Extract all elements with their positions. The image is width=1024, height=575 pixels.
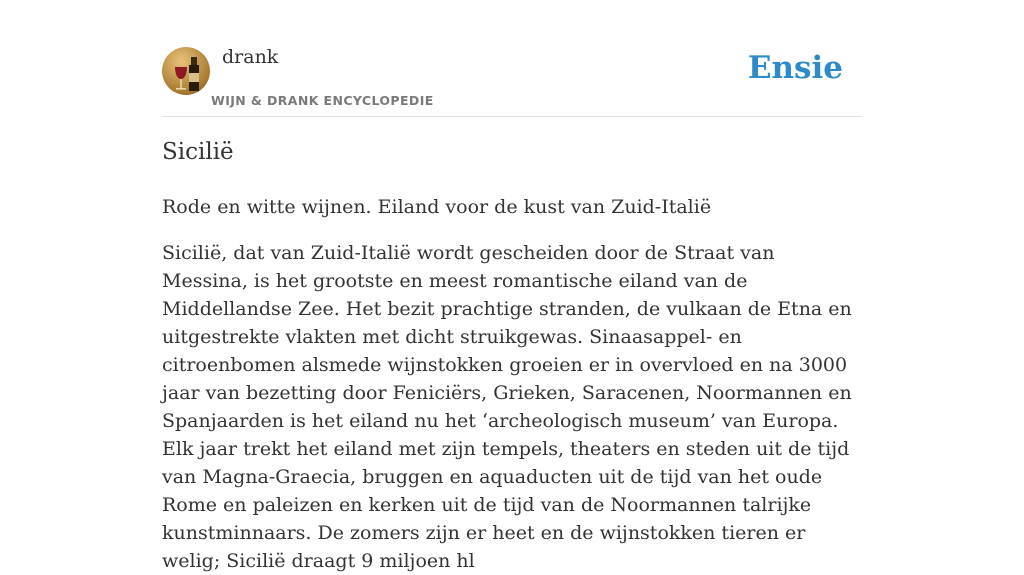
- article-body: Sicilië, dat van Zuid-Italië wordt gescheiden door de Straat van Messina, is het grootste en meest romantische eiland van de Middellandse Zee. Het bezit prachtige stranden, de vulkaan de Etna en uitgestrekte vlakten met dicht struikgewas. Sinaasappel- en citroenbomen alsmede wijnstokken groeien er in overvloed en na 3000 jaar van bezetting door Feniciërs, Grieken, Saracenen, Noormannen en Spanjaarden is het eiland nu het ‘archeologisch museum’ van Europa. Elk jaar trekt het eiland met zijn tempels, theaters en steden uit de tijd van Magna-Graecia, bruggen en aquaducten uit de tijd van het oude Rome en paleizen en kerken uit de tijd van de Noormannen talrijke kunstminnaars. De zomers zijn er heet en de wijnstokken tieren er welig; Sicilië draagt 9 miljoen hl: [162, 242, 852, 572]
- wine-bottle-glass-icon: [162, 47, 210, 95]
- category-name[interactable]: drank: [222, 46, 279, 68]
- site-header: [162, 0, 862, 117]
- category-avatar[interactable]: [162, 47, 210, 95]
- brand-logo-link[interactable]: Ensie: [747, 50, 843, 86]
- category-subtitle: WIJN & DRANK ENCYCLOPEDIE: [211, 93, 434, 108]
- article-summary: Rode en witte wijnen. Eiland voor de kust van Zuid-Italië: [162, 196, 712, 218]
- article-title: Sicilië: [162, 139, 234, 165]
